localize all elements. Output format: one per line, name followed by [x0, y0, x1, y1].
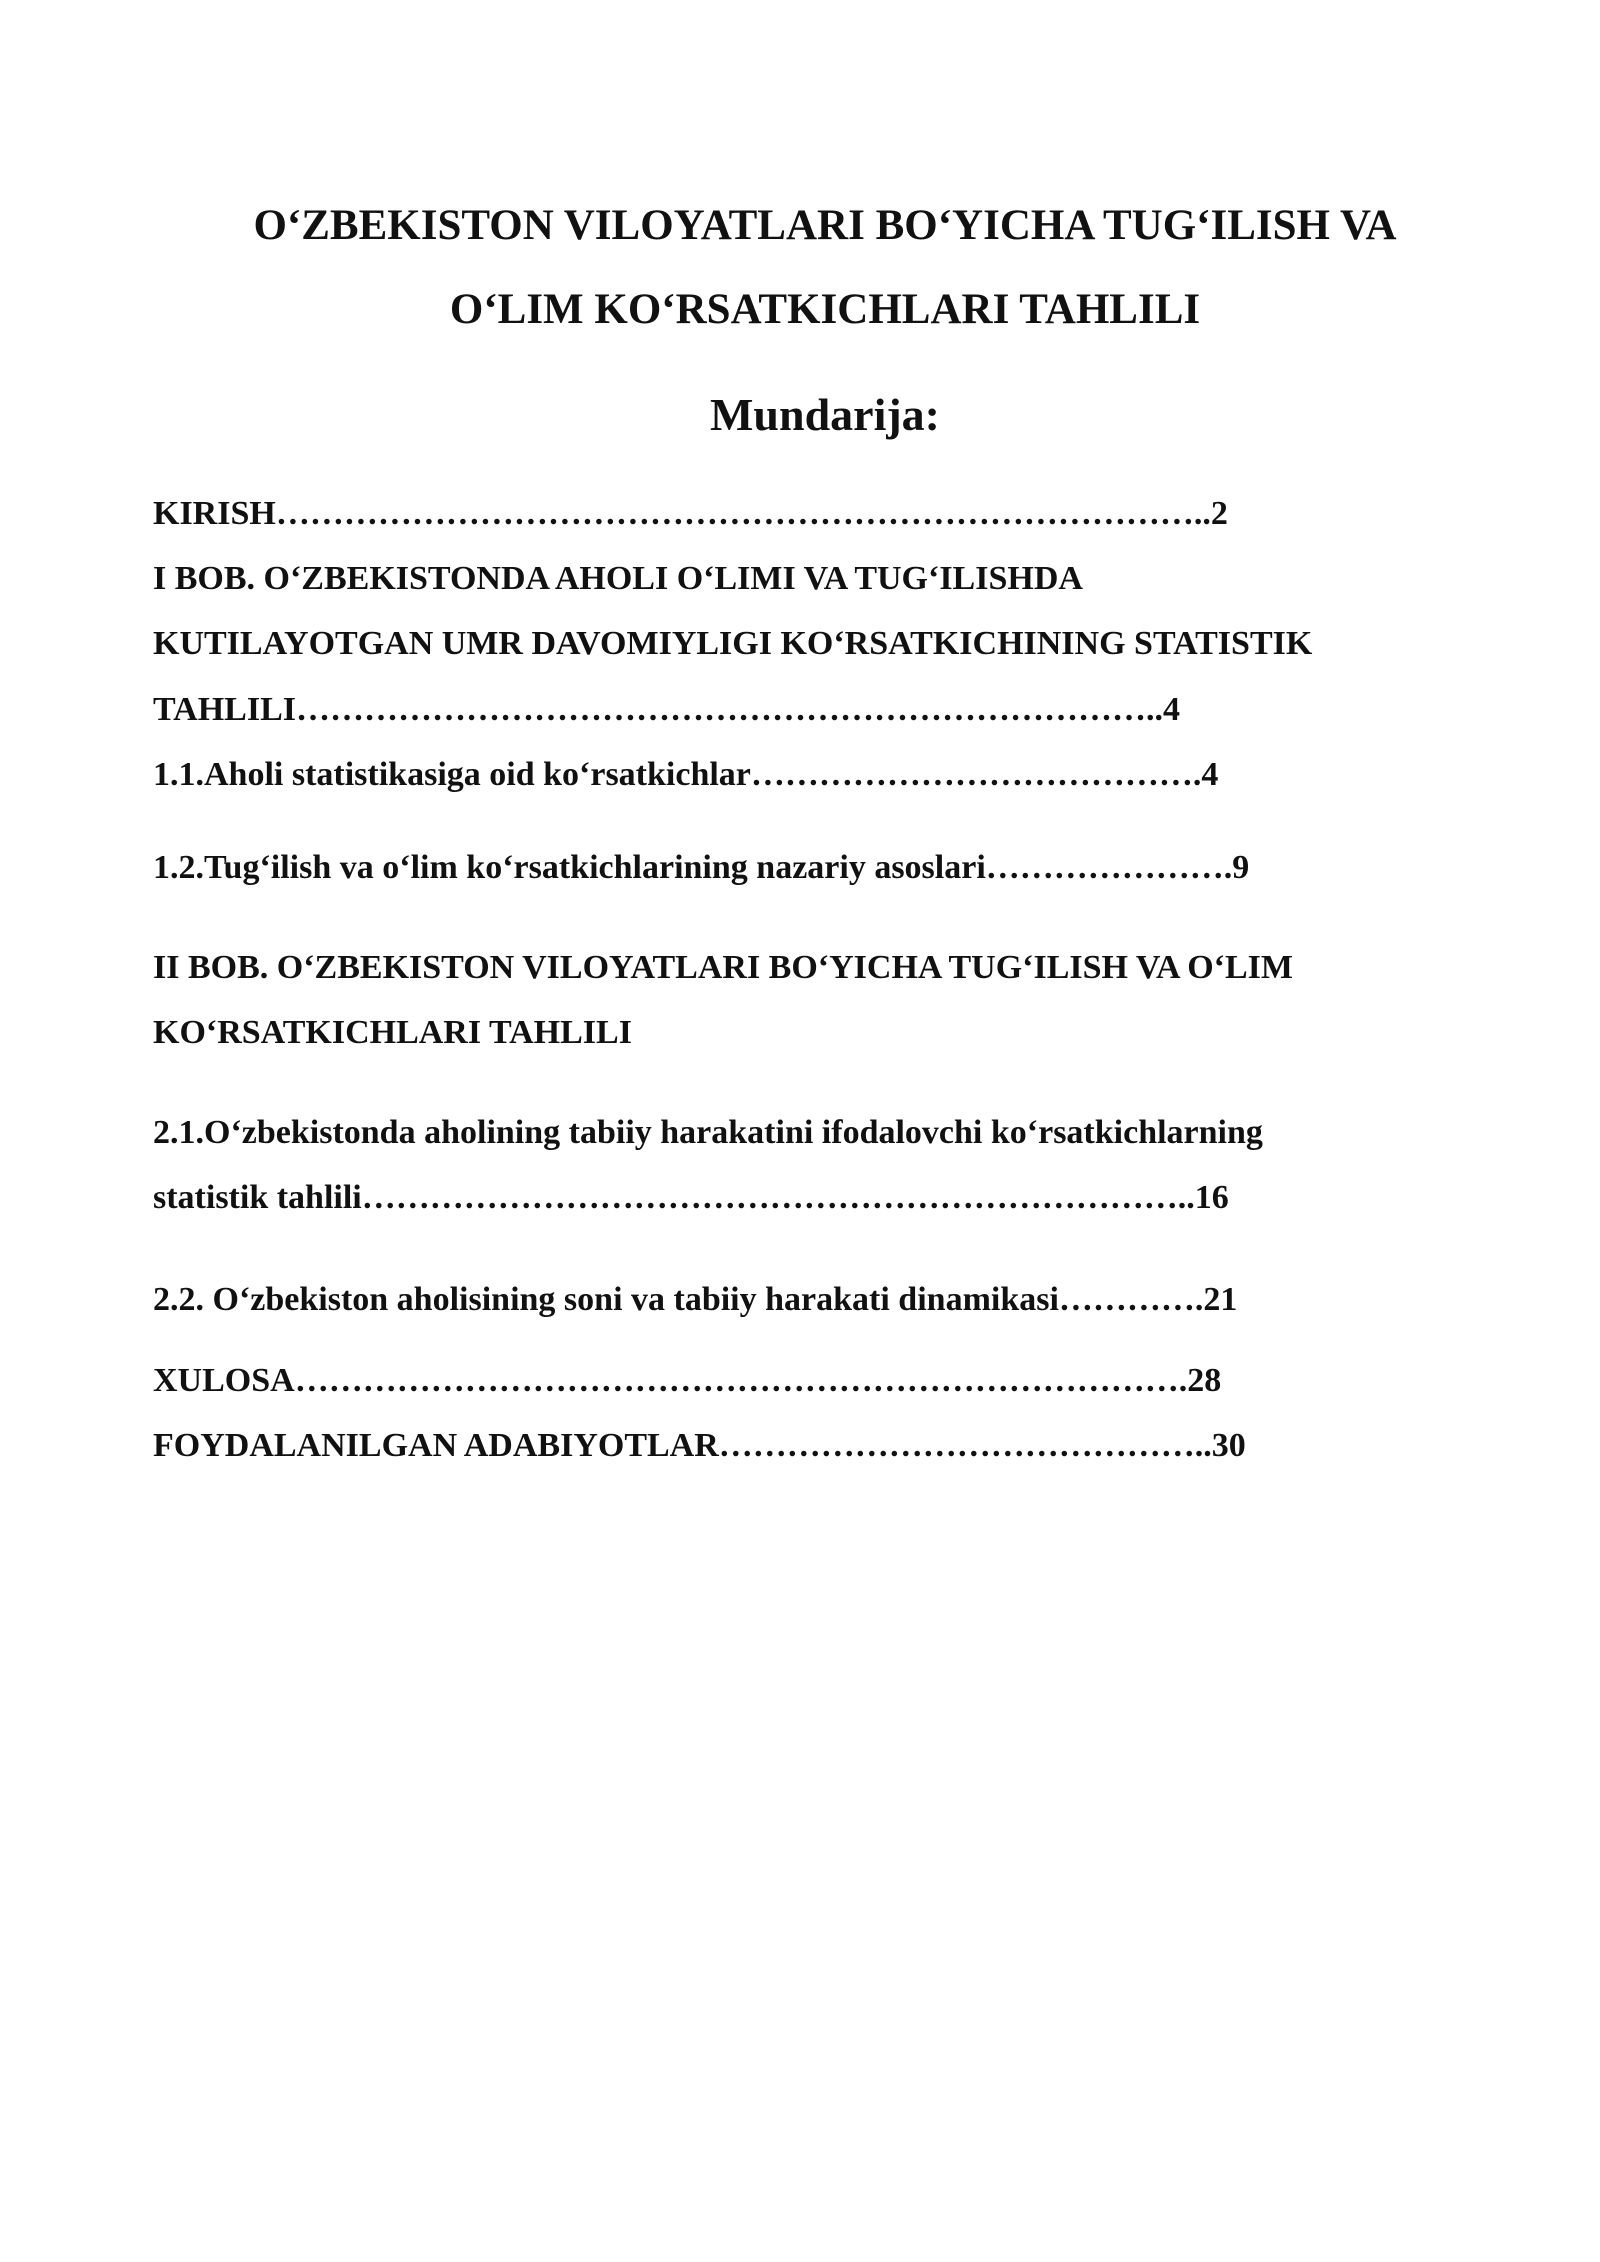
toc-entry-section-2-2: 2.2. O‘zbekiston aholisining soni va tabiiy harakati dinamikasi………….21 [153, 1281, 1238, 1318]
toc-entry-bob1-line-2: KUTILAYOTGAN UMR DAVOMIYLIGI KO‘RSATKICHINING STATISTIK [153, 625, 1313, 662]
document-title-line-1: O‘ZBEKISTON VILOYATLARI BO‘YICHA TUG‘ILISH VA [253, 202, 1397, 249]
toc-entry-section-2-1-line-1: 2.1.O‘zbekistonda aholining tabiiy harakatini ifodalovchi ko‘rsatkichlarning [153, 1114, 1263, 1151]
toc-entry-bob1-line-3: TAHLILI…………………………………………………………………..4 [153, 691, 1180, 728]
toc-entry-section-1-1: 1.1.Aholi statistikasiga oid ko‘rsatkichlar………………………………….4 [153, 756, 1219, 793]
document-title-line-2: O‘LIM KO‘RSATKICHLARI TAHLILI [449, 286, 1201, 333]
toc-entry-xulosa: XULOSA…………………………………………………………………….28 [153, 1362, 1222, 1399]
toc-entry-bob2-line-2: KO‘RSATKICHLARI TAHLILI [153, 1014, 632, 1051]
toc-entry-section-2-1-line-2: statistik tahlili………………………………………………………………..16 [153, 1179, 1229, 1216]
toc-entry-bob1-line-1: I BOB. O‘ZBEKISTONDA AHOLI O‘LIMI VA TUG‘ILISHDA [153, 560, 1083, 597]
toc-entry-bob2-line-1: II BOB. O‘ZBEKISTON VILOYATLARI BO‘YICHA TUG‘ILISH VA O‘LIM [153, 949, 1293, 986]
toc-entry-kirish: KIRISH………………………………………………………………………..2 [153, 495, 1228, 532]
toc-entry-section-1-2: 1.2.Tug‘ilish va o‘lim ko‘rsatkichlarining nazariy asoslari………………….9 [153, 849, 1250, 886]
toc-heading: Mundarija: [710, 389, 940, 440]
toc-entry-adabiyotlar: FOYDALANILGAN ADABIYOTLAR……………………………………..30 [153, 1427, 1246, 1464]
